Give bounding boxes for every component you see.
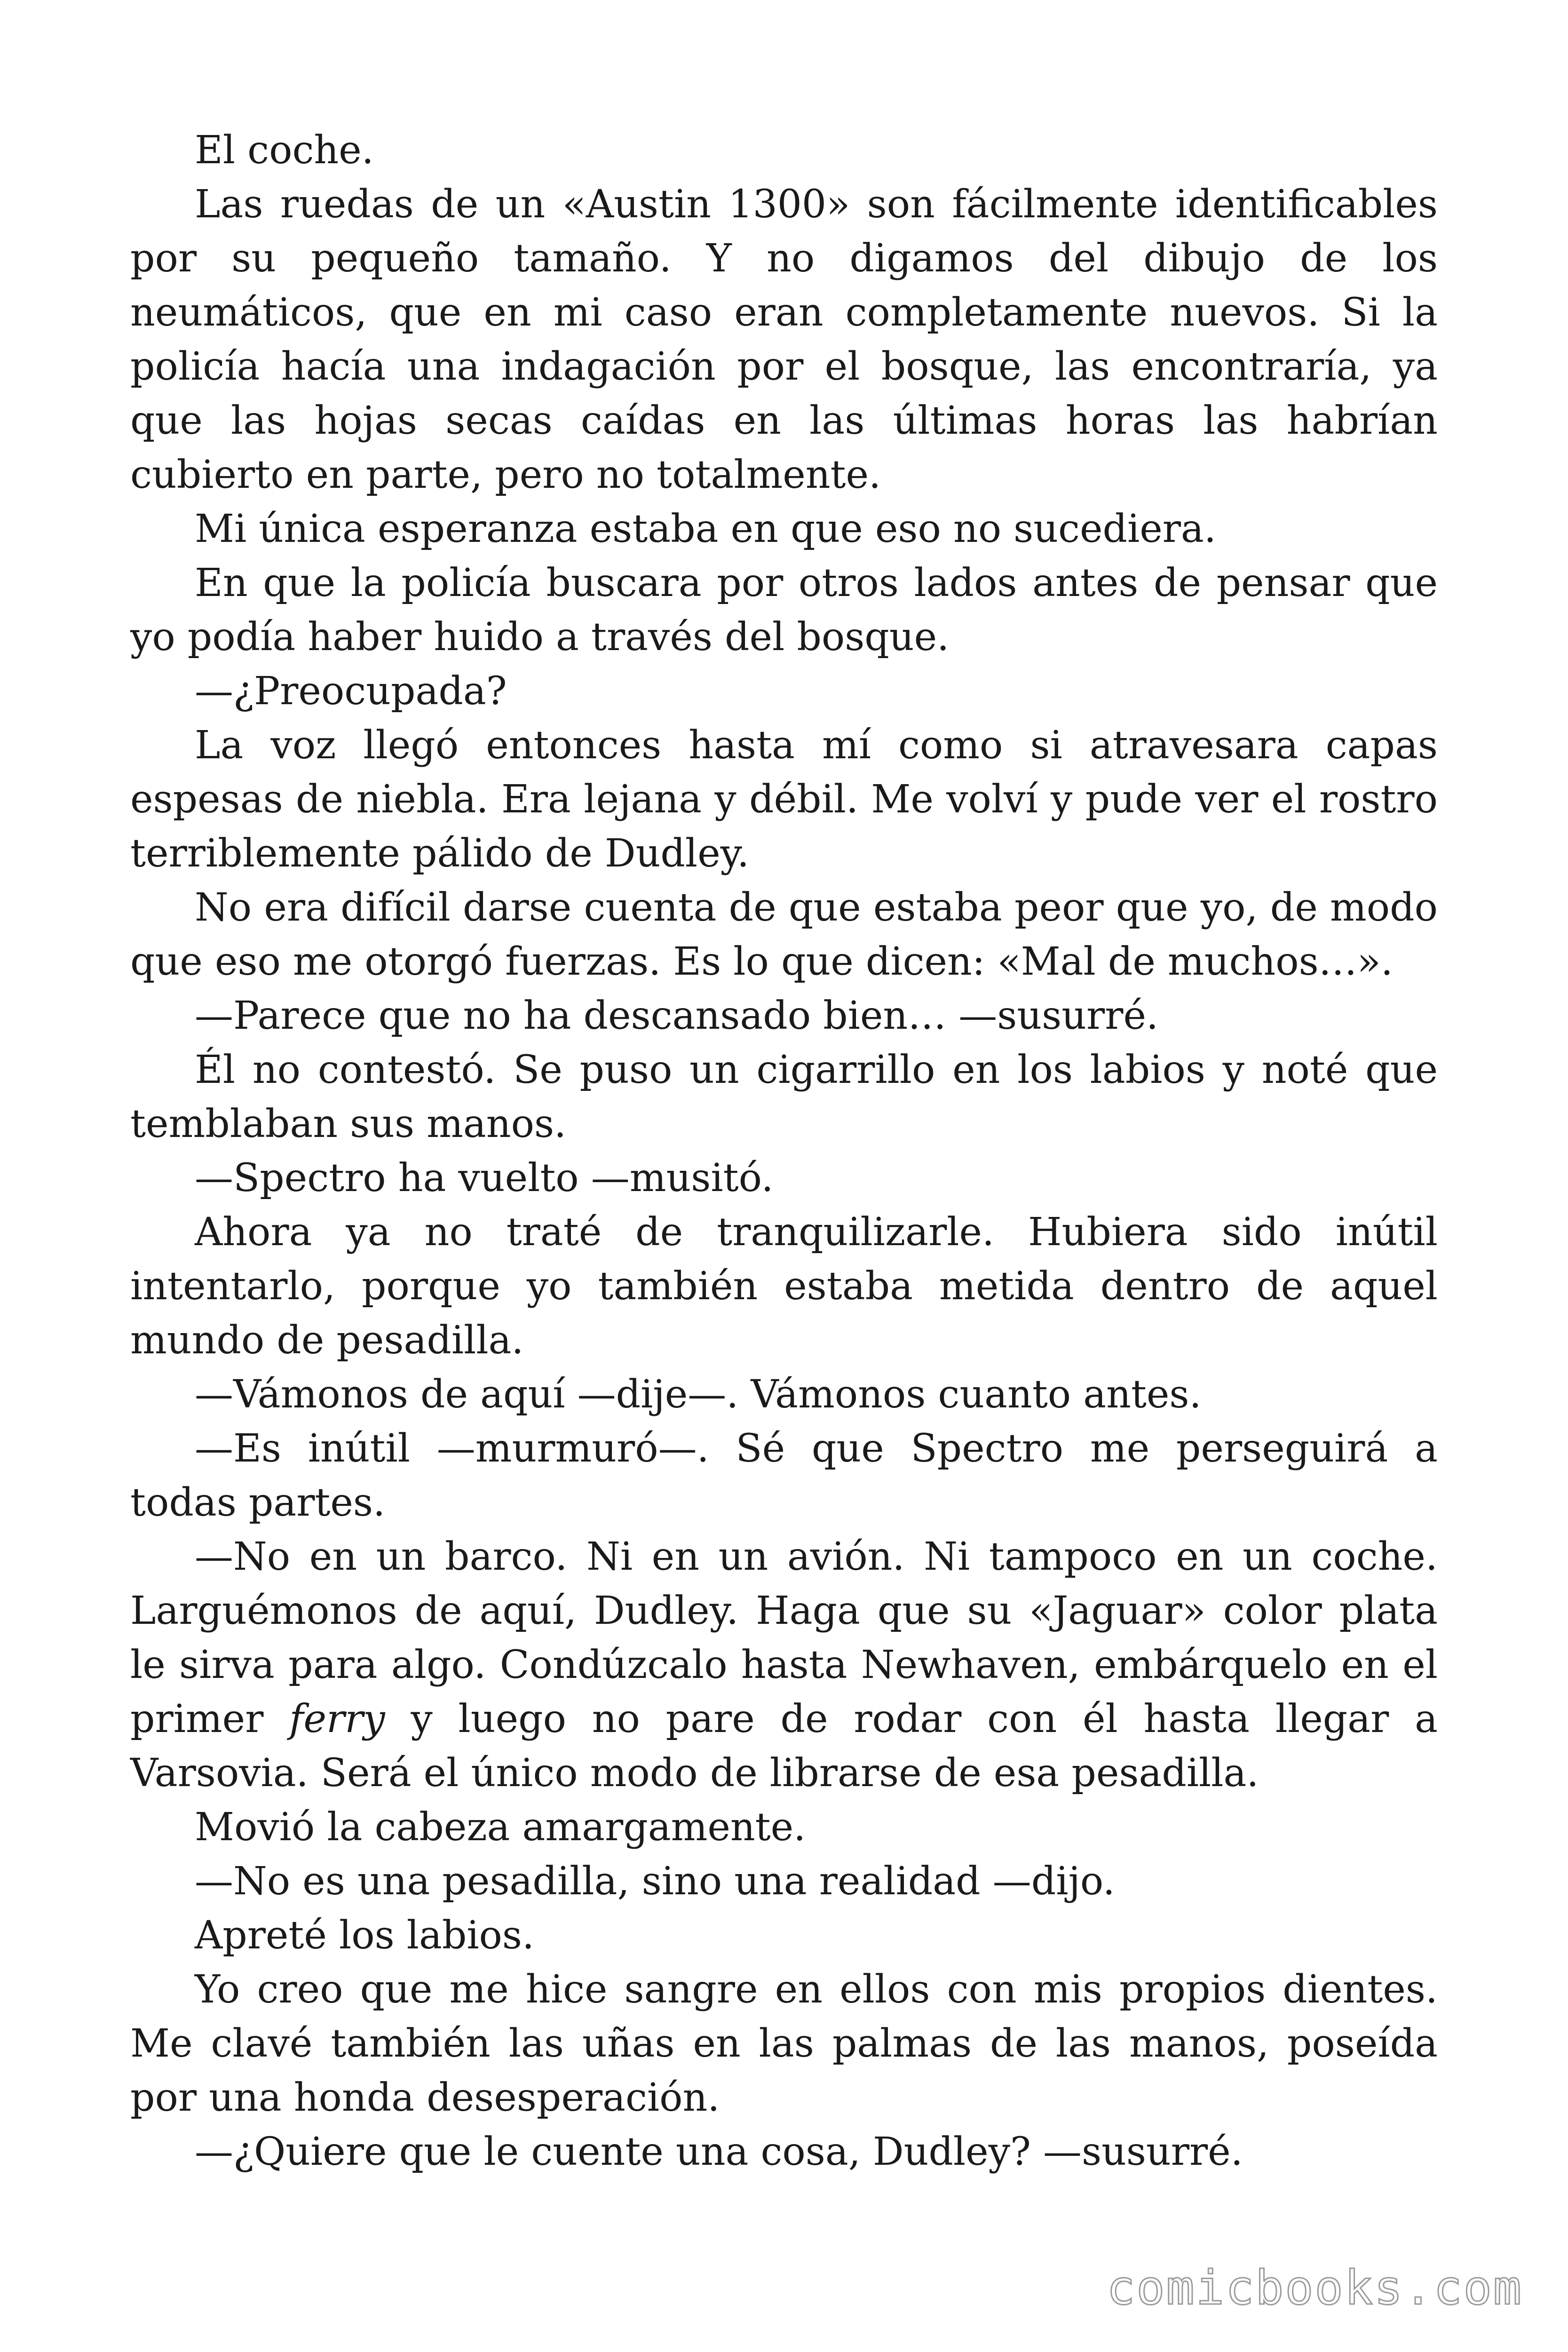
watermark: comicbooks.com xyxy=(1107,2260,1523,2315)
paragraph xyxy=(130,1530,1438,1800)
paragraph: —¿Quiere que le cuente una cosa, Dudley? —susurré. xyxy=(195,2130,1243,2174)
paragraph: Las ruedas de un «Austin 1300» son fácilmente identificables por su pequeño tamaño. Y no digamos del dibujo de los neumáticos, que en mi caso eran completamente nuevos. Si la policía hacía una indagación por el bosque, las encontraría, ya que las hojas secas caídas en las últimas horas las habrían cubierto en parte, pero no totalmente. xyxy=(130,182,1438,497)
paragraph: Movió la cabeza amargamente. xyxy=(195,1805,806,1850)
paragraph: El coche. xyxy=(195,128,374,173)
paragraph: Yo creo que me hice sangre en ellos con mis propios dientes. Me clavé también las uñas en las palmas de las manos, poseída por una honda desesperación. xyxy=(130,1967,1438,2120)
paragraph: —¿Preocupada? xyxy=(195,669,507,714)
paragraph: Ahora ya no traté de tranquilizarle. Hubiera sido inútil intentarlo, porque yo también estaba metida dentro de aquel mundo de pesadilla. xyxy=(130,1210,1438,1363)
paragraph-text: y luego no pare de rodar con él hasta llegar a Varsovia. Será el único modo de librarse de esa pesadilla. xyxy=(130,1697,1438,1796)
page-body xyxy=(130,123,1438,2179)
paragraph: —Spectro ha vuelto —musitó. xyxy=(195,1156,774,1200)
paragraph: Mi única esperanza estaba en que eso no sucediera. xyxy=(195,507,1216,551)
paragraph: —No es una pesadilla, sino una realidad —dijo. xyxy=(195,1859,1115,1904)
paragraph: Apreté los labios. xyxy=(195,1913,535,1958)
paragraph: Él no contestó. Se puso un cigarrillo en los labios y noté que temblaban sus manos. xyxy=(130,1048,1438,1146)
italic-word: ferry xyxy=(289,1697,385,1741)
paragraph-text: —No en un barco. Ni en un avión. Ni tampoco en un coche. Larguémonos de aquí, Dudley. Haga que su «Jaguar» color plata le sirva para algo. Condúzcalo hasta Newhaven, embárquelo en el primer xyxy=(130,1534,1438,1741)
paragraph: —Parece que no ha descansado bien… —susurré. xyxy=(195,993,1159,1038)
paragraph: En que la policía buscara por otros lados antes de pensar que yo podía haber huido a través del bosque. xyxy=(130,561,1438,660)
paragraph: No era difícil darse cuenta de que estaba peor que yo, de modo que eso me otorgó fuerzas. Es lo que dicen: «Mal de muchos…». xyxy=(130,885,1438,984)
paragraph: La voz llegó entonces hasta mí como si atravesara capas espesas de niebla. Era lejana y débil. Me volví y pude ver el rostro terriblemente pálido de Dudley. xyxy=(130,723,1438,876)
paragraph: —Es inútil —murmuró—. Sé que Spectro me perseguirá a todas partes. xyxy=(130,1426,1438,1525)
paragraph: —Vámonos de aquí —dije—. Vámonos cuanto antes. xyxy=(195,1372,1202,1417)
